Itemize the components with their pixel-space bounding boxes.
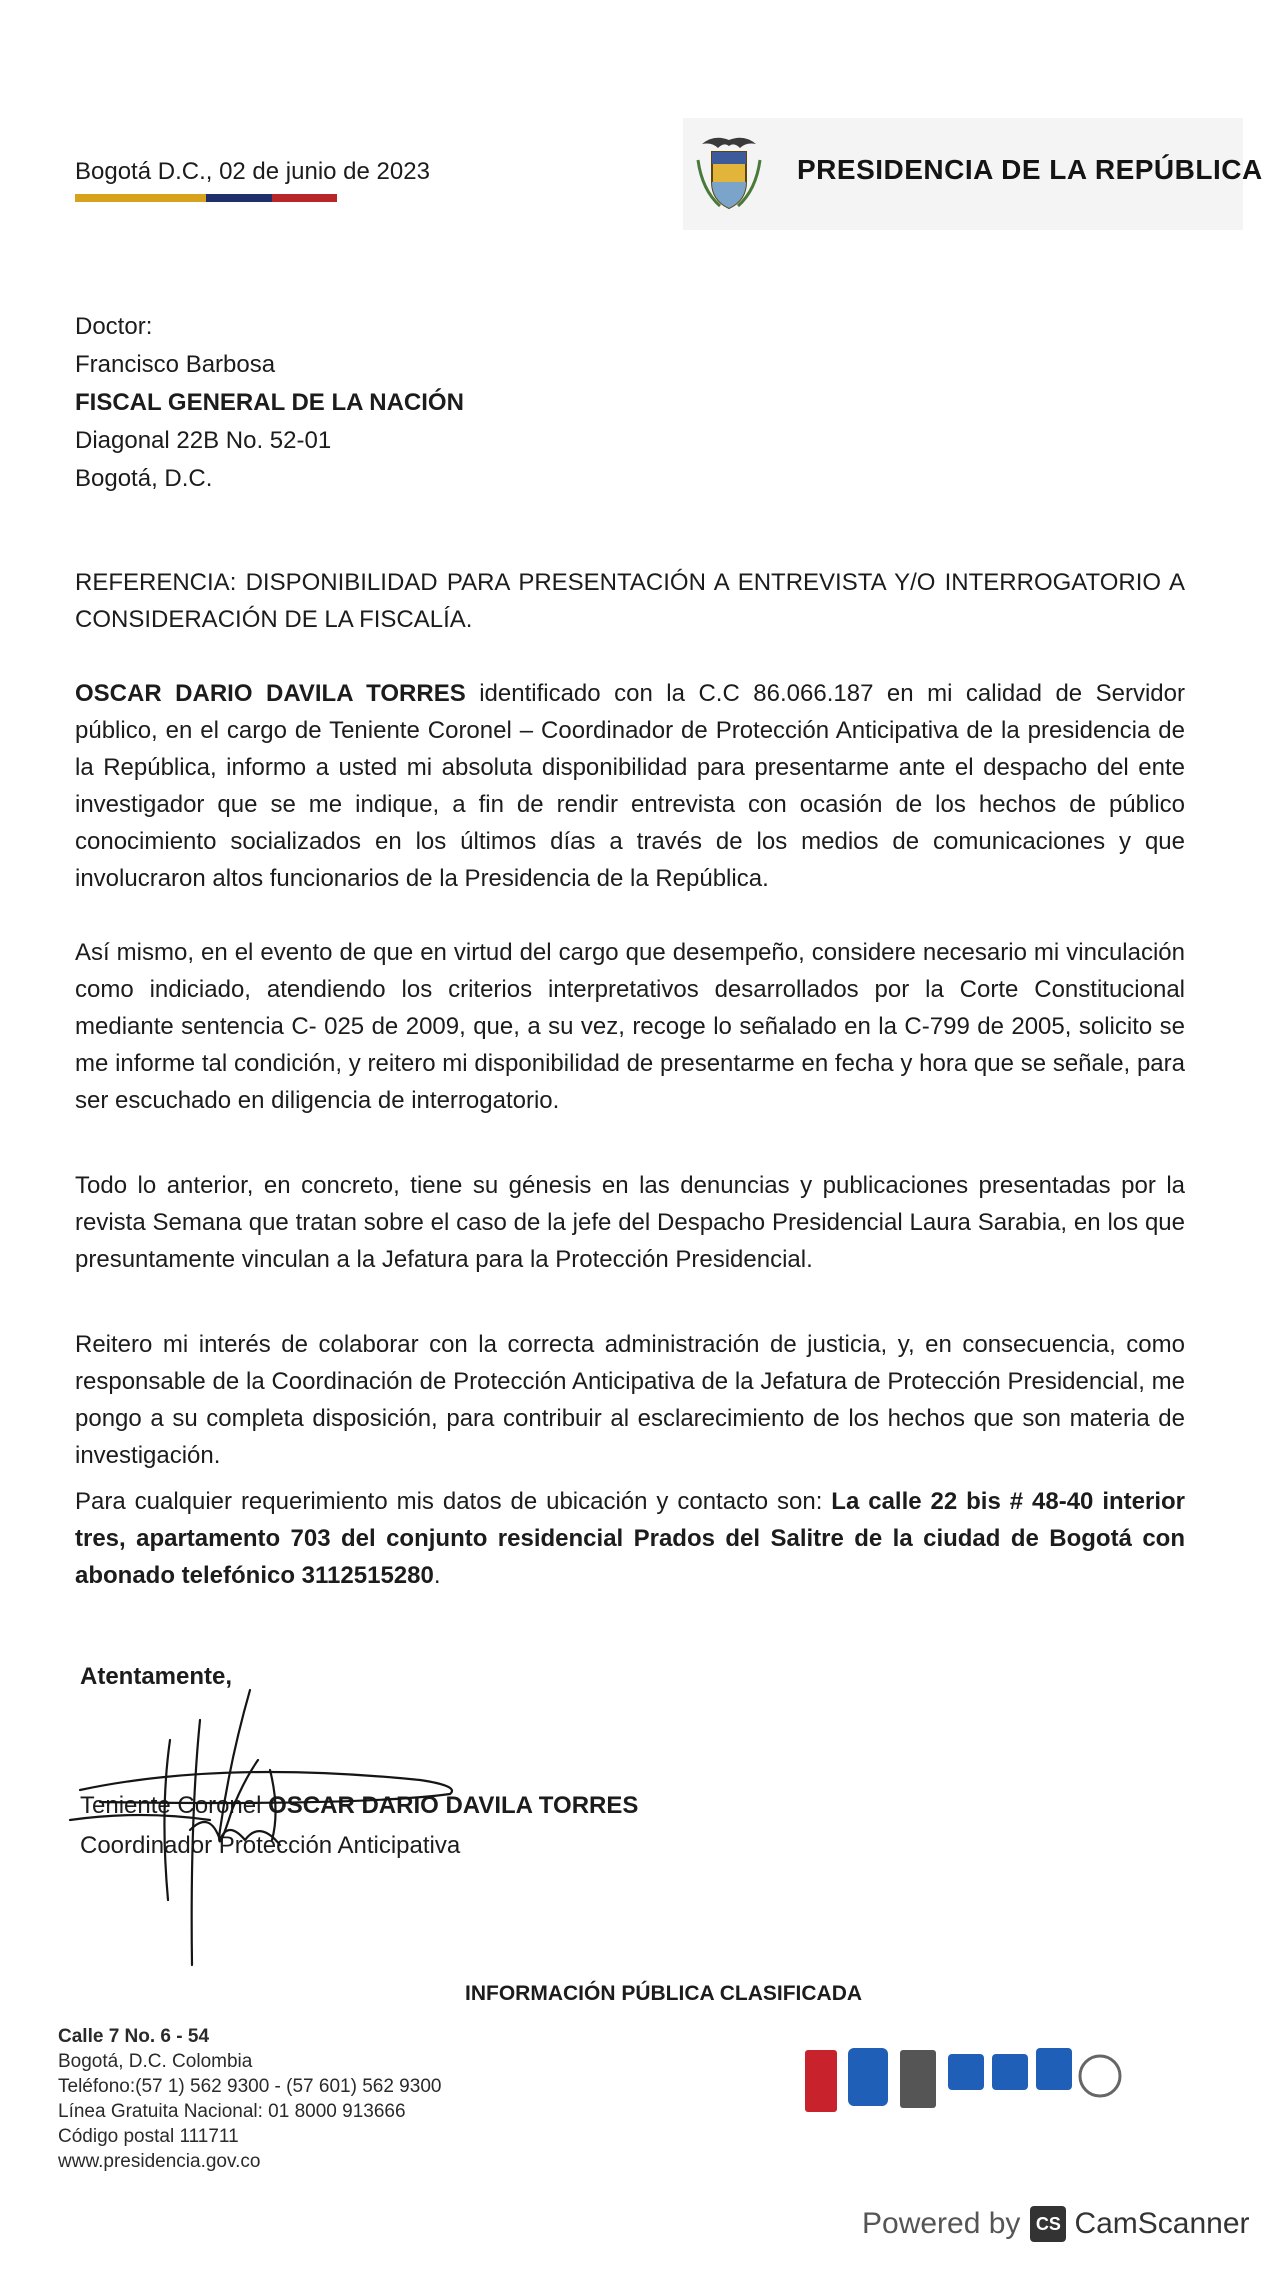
flag-yellow bbox=[75, 194, 206, 202]
coat-of-arms-icon bbox=[694, 130, 764, 214]
contact-details: La calle 22 bis # 48-40 interior tres, apartamento 703 del conjunto residencial Prados del Salitre de la ciudad de Bogotá con abonado telefónico 3112515280 bbox=[75, 1488, 1186, 1589]
letter-date: Bogotá D.C., 02 de junio de 2023 bbox=[75, 158, 430, 185]
handwritten-signature bbox=[40, 1670, 540, 1970]
contact-end: . bbox=[433, 1562, 441, 1589]
flag-stripe bbox=[75, 194, 337, 202]
iso-icon-2 bbox=[992, 2054, 1028, 2090]
recipient-city: Bogotá, D.C. bbox=[75, 465, 213, 492]
camscanner-name: CamScanner bbox=[1074, 2207, 1250, 2240]
sender-name: OSCAR DARIO DAVILA TORRES bbox=[75, 680, 466, 707]
footer-phone: Teléfono:(57 1) 562 9300 - (57 601) 562 9300 bbox=[58, 2076, 442, 2097]
contact-intro: Para cualquier requerimiento mis datos de ubicación y contacto son: bbox=[75, 1488, 832, 1515]
camscanner-logo-icon: CS bbox=[1030, 2206, 1066, 2242]
paragraph-1 bbox=[75, 675, 1185, 897]
signer-role: Coordinador Protección Anticipativa bbox=[80, 1832, 461, 1859]
paragraph-1-text: identificado con la C.C 86.066.187 en mi calidad de Servidor público, en el cargo de Teniente Coronel – Coordinador de Protección Anticipativa de la presidencia de la República, informo a usted mi absoluta disponibilidad para presentarme ante el despacho del ente investigador que se me indique, a fin de rendir entrevista con ocasión de los hechos de público conocimiento socializados en los últimos días a través de los medios de comunicaciones y que involucraron altos funcionarios de la Presidencia de la República. bbox=[75, 680, 1185, 892]
signer-rank: Teniente Coronel bbox=[80, 1792, 262, 1819]
footer-city: Bogotá, D.C. Colombia bbox=[58, 2051, 253, 2072]
footer-postal: Código postal 111711 bbox=[58, 2126, 239, 2147]
iso-icon-3 bbox=[1036, 2048, 1072, 2090]
certification-gray-icon bbox=[900, 2050, 936, 2108]
paragraph-5 bbox=[75, 1483, 1185, 1594]
paragraph-4: Reitero mi interés de colaborar con la correcta administración de justicia, y, en consecuencia, como responsable de la Coordinación de Protección Anticipativa de la Jefatura de Protección Presidencial, me pongo a su completa disposición, para contribuir al esclarecimiento de los hechos que son materia de investigación. bbox=[75, 1331, 1185, 1469]
recipient-position: FISCAL GENERAL DE LA NACIÓN bbox=[75, 389, 464, 416]
presidency-title: PRESIDENCIA DE LA REPÚBLICA bbox=[797, 154, 1263, 185]
recipient-address: Diagonal 22B No. 52-01 bbox=[75, 427, 332, 454]
paragraph-2: Así mismo, en el evento de que en virtud del cargo que desempeño, considere necesario mi vinculación como indiciado, atendiendo los criterios interpretativos desarrollados por la Corte Constitucional mediante sentencia C- 025 de 2009, que, a su vez, recoge lo señalado en la C-799 de 2005, solicito se me informe tal condición, y reitero mi disponibilidad de presentarme en fecha y hora que se señale, para ser escuchado en diligencia de interrogatorio. bbox=[75, 939, 1185, 1114]
flag-blue bbox=[206, 194, 272, 202]
flag-red bbox=[272, 194, 338, 202]
footer-toll-free: Línea Gratuita Nacional: 01 8000 913666 bbox=[58, 2101, 406, 2122]
certification-red-icon bbox=[805, 2050, 837, 2112]
closing: Atentamente, bbox=[80, 1663, 233, 1690]
camscanner-brand bbox=[1030, 2206, 1249, 2242]
certification-logos bbox=[800, 2040, 1170, 2120]
certification-blue-icon bbox=[848, 2048, 888, 2106]
reference-line: REFERENCIA: DISPONIBILIDAD PARA PRESENTACIÓN A ENTREVISTA Y/O INTERROGATORIO A CONSIDERACIÓN DE LA FISCALÍA. bbox=[75, 569, 1185, 633]
footer-street: Calle 7 No. 6 - 54 bbox=[58, 2026, 210, 2047]
signer-name: OSCAR DARIO DAVILA TORRES bbox=[268, 1792, 639, 1819]
footer-website[interactable]: www.presidencia.gov.co bbox=[58, 2151, 261, 2172]
iso-icon-1 bbox=[948, 2054, 984, 2090]
recipient-block bbox=[75, 308, 464, 498]
powered-by-text: Powered by bbox=[862, 2207, 1021, 2240]
recipient-name: Francisco Barbosa bbox=[75, 351, 276, 378]
paragraph-3: Todo lo anterior, en concreto, tiene su génesis en las denuncias y publicaciones presentadas por la revista Semana que tratan sobre el caso de la jefe del Despacho Presidencial Laura Sarabia, en los que presuntamente vinculan a la Jefatura para la Protección Presidencial. bbox=[75, 1172, 1185, 1273]
seal-icon bbox=[1080, 2056, 1120, 2096]
classification-label: INFORMACIÓN PÚBLICA CLASIFICADA bbox=[465, 1982, 863, 2005]
footer-contact bbox=[58, 2024, 441, 2174]
camscanner-watermark bbox=[862, 2200, 1250, 2248]
salutation: Doctor: bbox=[75, 313, 153, 340]
